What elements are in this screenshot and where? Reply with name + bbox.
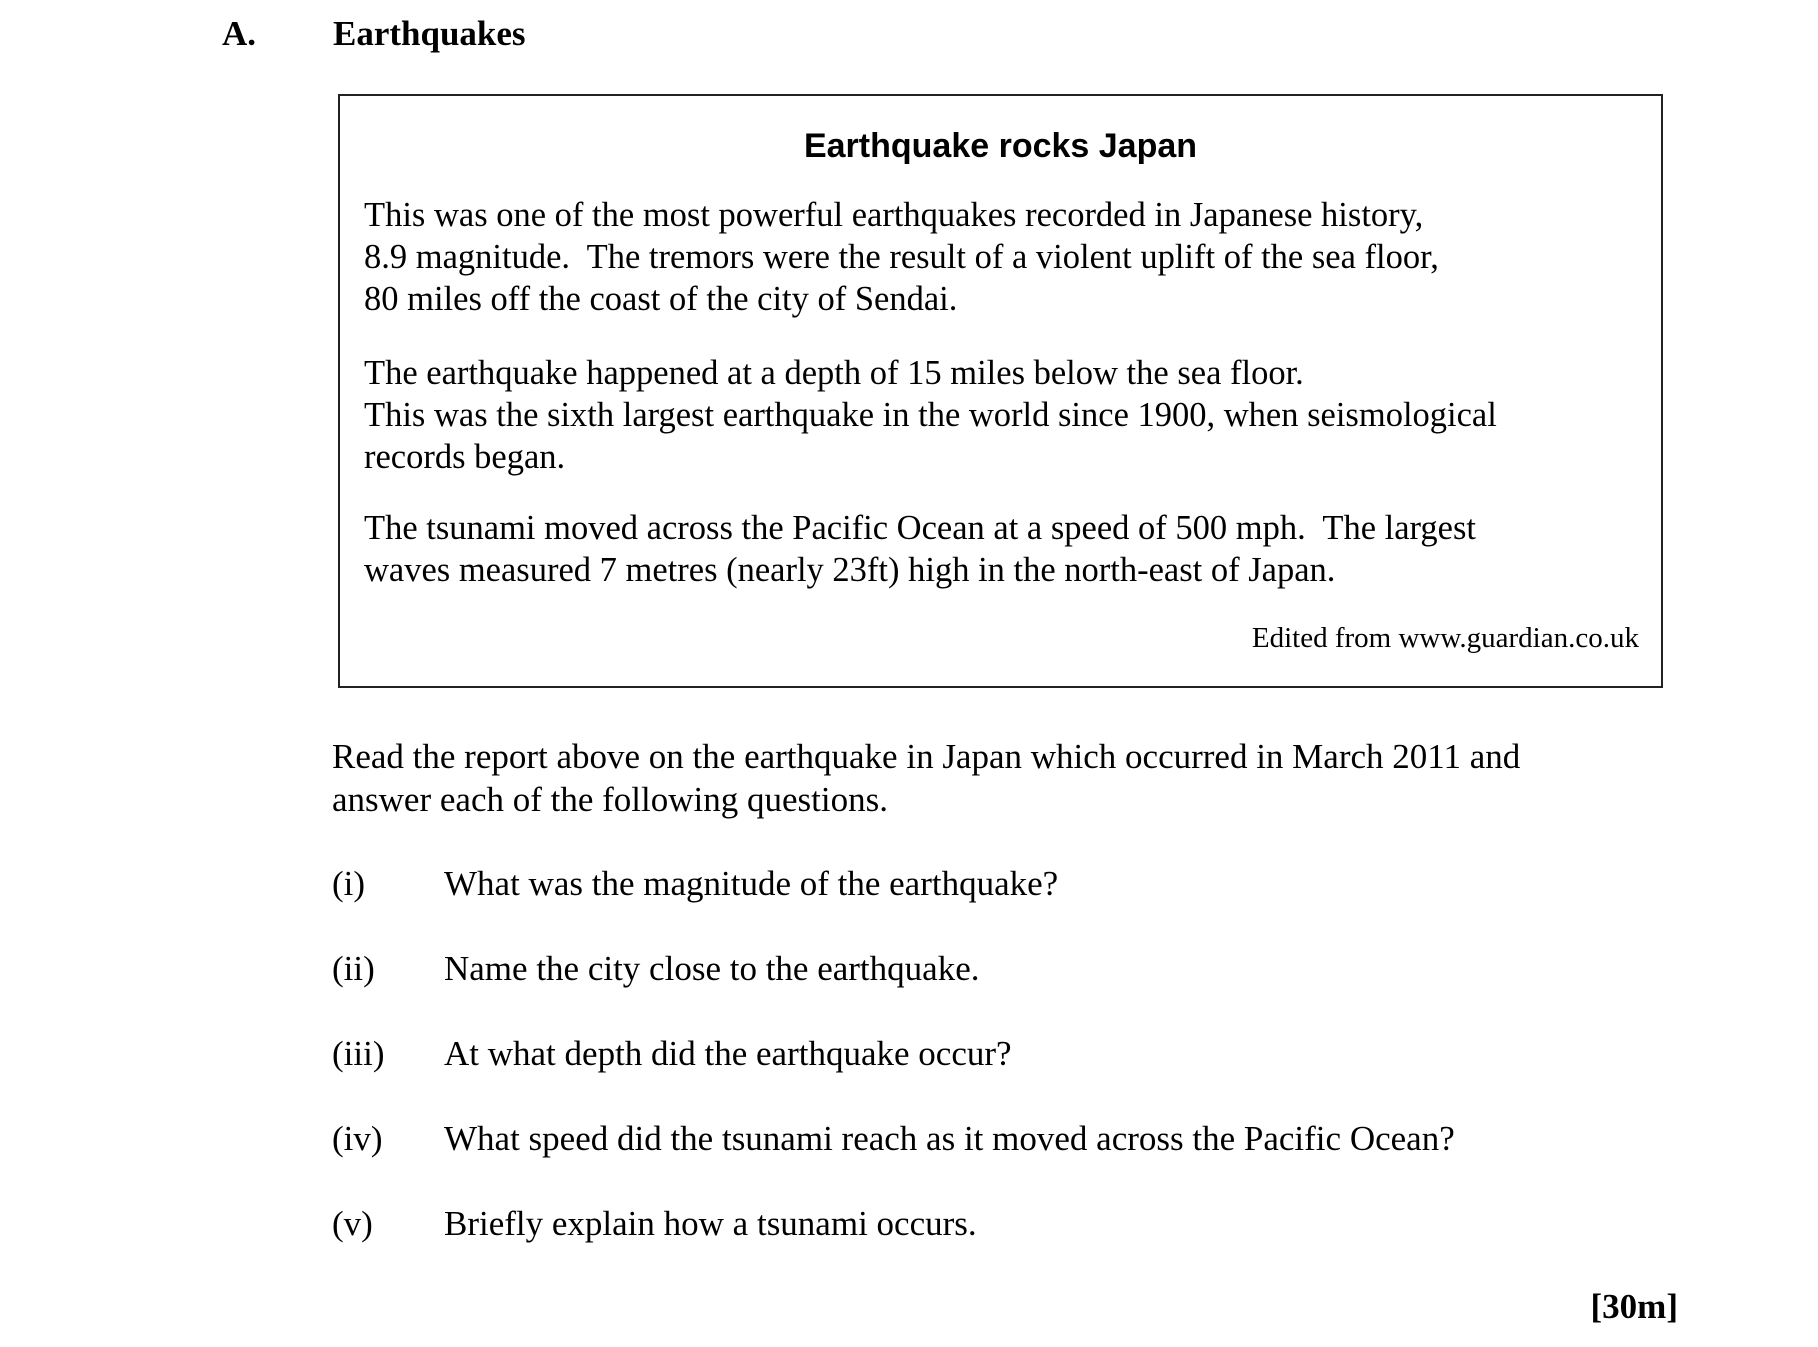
question-number: (v)	[332, 1204, 373, 1243]
question-number: (iii)	[332, 1034, 385, 1073]
question-number: (i)	[332, 864, 366, 903]
instructions-line: Read the report above on the earthquake in Japan which occurred in March 2011 and	[332, 737, 1521, 776]
question-item	[332, 1202, 1682, 1287]
article-paragraph-2	[364, 352, 1641, 478]
question-text: Briefly explain how a tsunami occurs.	[444, 1204, 977, 1243]
instructions	[332, 735, 1682, 821]
question-text: What speed did the tsunami reach as it moved across the Pacific Ocean?	[444, 1119, 1455, 1158]
section-title: Earthquakes	[333, 14, 526, 53]
article-title: Earthquake rocks Japan	[803, 127, 1198, 165]
question-text: Name the city close to the earthquake.	[444, 949, 980, 988]
article-line: waves measured 7 metres (nearly 23ft) high in the north-east of Japan.	[364, 551, 1336, 589]
question-text: What was the magnitude of the earthquake?	[444, 864, 1059, 903]
question-item	[332, 1032, 1682, 1117]
article-line: The earthquake happened at a depth of 15 miles below the sea floor.	[364, 354, 1304, 392]
article-paragraph-1	[364, 194, 1641, 320]
question-list	[332, 862, 1682, 1287]
question-number: (iv)	[332, 1119, 383, 1158]
marks-total: [30m]	[1590, 1287, 1678, 1326]
question-text: At what depth did the earthquake occur?	[444, 1034, 1012, 1073]
article-line: 80 miles off the coast of the city of Sendai.	[364, 280, 958, 318]
article-paragraph-3	[364, 507, 1641, 591]
article-line: This was the sixth largest earthquake in the world since 1900, when seismological	[364, 396, 1497, 434]
question-item	[332, 862, 1682, 947]
instructions-line: answer each of the following questions.	[332, 780, 888, 819]
question-number: (ii)	[332, 949, 375, 988]
article-box	[338, 94, 1663, 688]
article-line: This was one of the most powerful earthquakes recorded in Japanese history,	[364, 196, 1424, 234]
question-item	[332, 1117, 1682, 1202]
section-letter: A.	[222, 14, 257, 53]
article-source: Edited from www.guardian.co.uk	[1251, 622, 1639, 654]
article-line: 8.9 magnitude. The tremors were the result of a violent uplift of the sea floor,	[364, 238, 1439, 276]
question-item	[332, 947, 1682, 1032]
article-line: records began.	[364, 438, 566, 476]
article-line: The tsunami moved across the Pacific Ocean at a speed of 500 mph. The largest	[364, 509, 1476, 547]
